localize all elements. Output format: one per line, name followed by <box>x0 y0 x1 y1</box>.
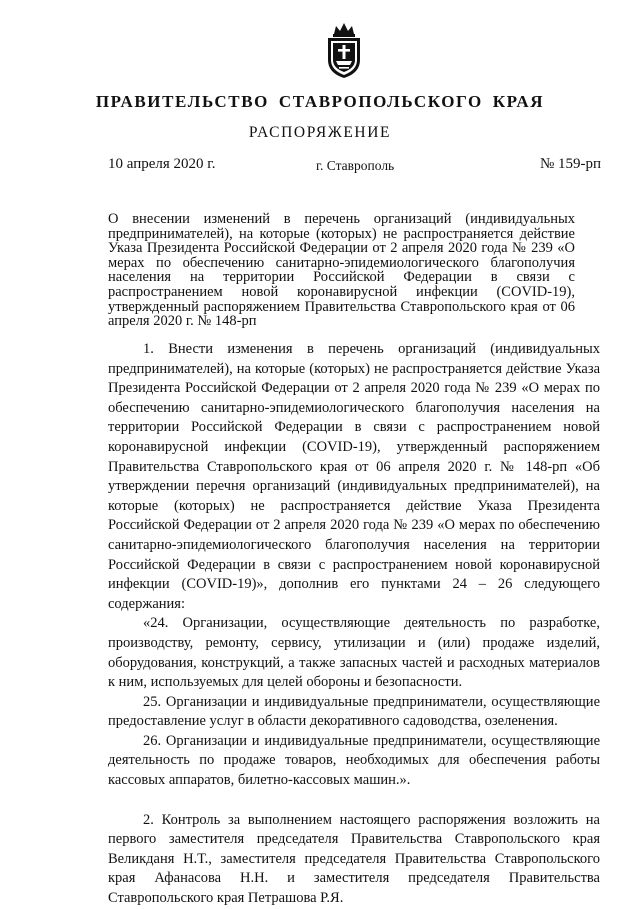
coat-of-arms-icon <box>322 20 366 80</box>
paragraph-item-25: 25. Организации и индивидуальные предприниматели, осуществляющие предоставление услуг в области декоративного садоводства, озеленения. <box>108 693 600 730</box>
paragraph-1: 1. Внести изменения в перечень организаций (индивидуальных предпринимателей), на которые (которых) не распространяется действие Указа Президента Российской Федерации от 2 апреля 2020 года № 239 «О мерах по обеспечению санитарно-эпидемиологического благополучия населения на территории Российской Федерации в связи с распространением новой коронавирусной инфекции (COVID-19), утвержденный распоряжением Правительства Ставропольского края от 06 апреля 2020 г. № 148-рп «Об утверждении перечня организаций (индивидуальных предпринимателей), на которые (которых) не распространяется действие Указа Президента Российской Федерации от 2 апреля 2020 года № 239 «О мерах по обеспечению санитарно-эпидемиологического благополучия населения на территории Российской Федерации в связи с распространением новой коронавирусной инфекции (COVID-19)», дополнив его пунктами 24 – 26 следующего содержания: <box>108 341 600 612</box>
document-city: г. Ставрополь <box>316 158 395 173</box>
paragraph-2: 2. Контроль за выполнением настоящего распоряжения возложить на первого заместителя председателя Правительства Ставропольского края Великданя Н.Т., заместителя председателя Правительства Ставропольского края Афанасова Н.Н. и заместителя председателя Правительства Ставропольского края Петрашова Р.Я. <box>108 811 600 907</box>
document-subject: О внесении изменений в перечень организаций (индивидуальных предпринимателей), на которые (которых) не распространяется действие Указа Президента Российской Федерации от 2 апреля 2020 года № 239 «О мерах по обеспечению санитарно-эпидемиологического благополучия населения на территории Российской Федерации в связи с распространением новой коронавирусной инфекции (COVID-19), утвержденный распоряжением Правительства Ставропольского края от 06 апреля 2020 г. № 148-рп <box>108 211 575 330</box>
document-date: 10 апреля 2020 г. <box>108 156 216 172</box>
paragraph-item-24: «24. Организации, осуществляющие деятельность по разработке, производству, ремонту, сервису, утилизации и (или) продаже изделий, оборудования, конструкций, а также запасных частей и расходных материалов к ним, используемых для целей обороны и безопасности. <box>108 615 600 691</box>
government-title: ПРАВИТЕЛЬСТВО СТАВРОПОЛЬСКОГО КРАЯ <box>95 92 545 111</box>
document-body <box>108 340 600 909</box>
document-number: № 159-рп <box>540 156 602 172</box>
document-type: РАСПОРЯЖЕНИЕ <box>248 124 392 141</box>
paragraph-item-26: 26. Организации и индивидуальные предприниматели, осуществляющие деятельность по продаже товаров, необходимых для обеспечения работы кассовых аппаратов, билетно-кассовых машин.». <box>108 732 600 789</box>
